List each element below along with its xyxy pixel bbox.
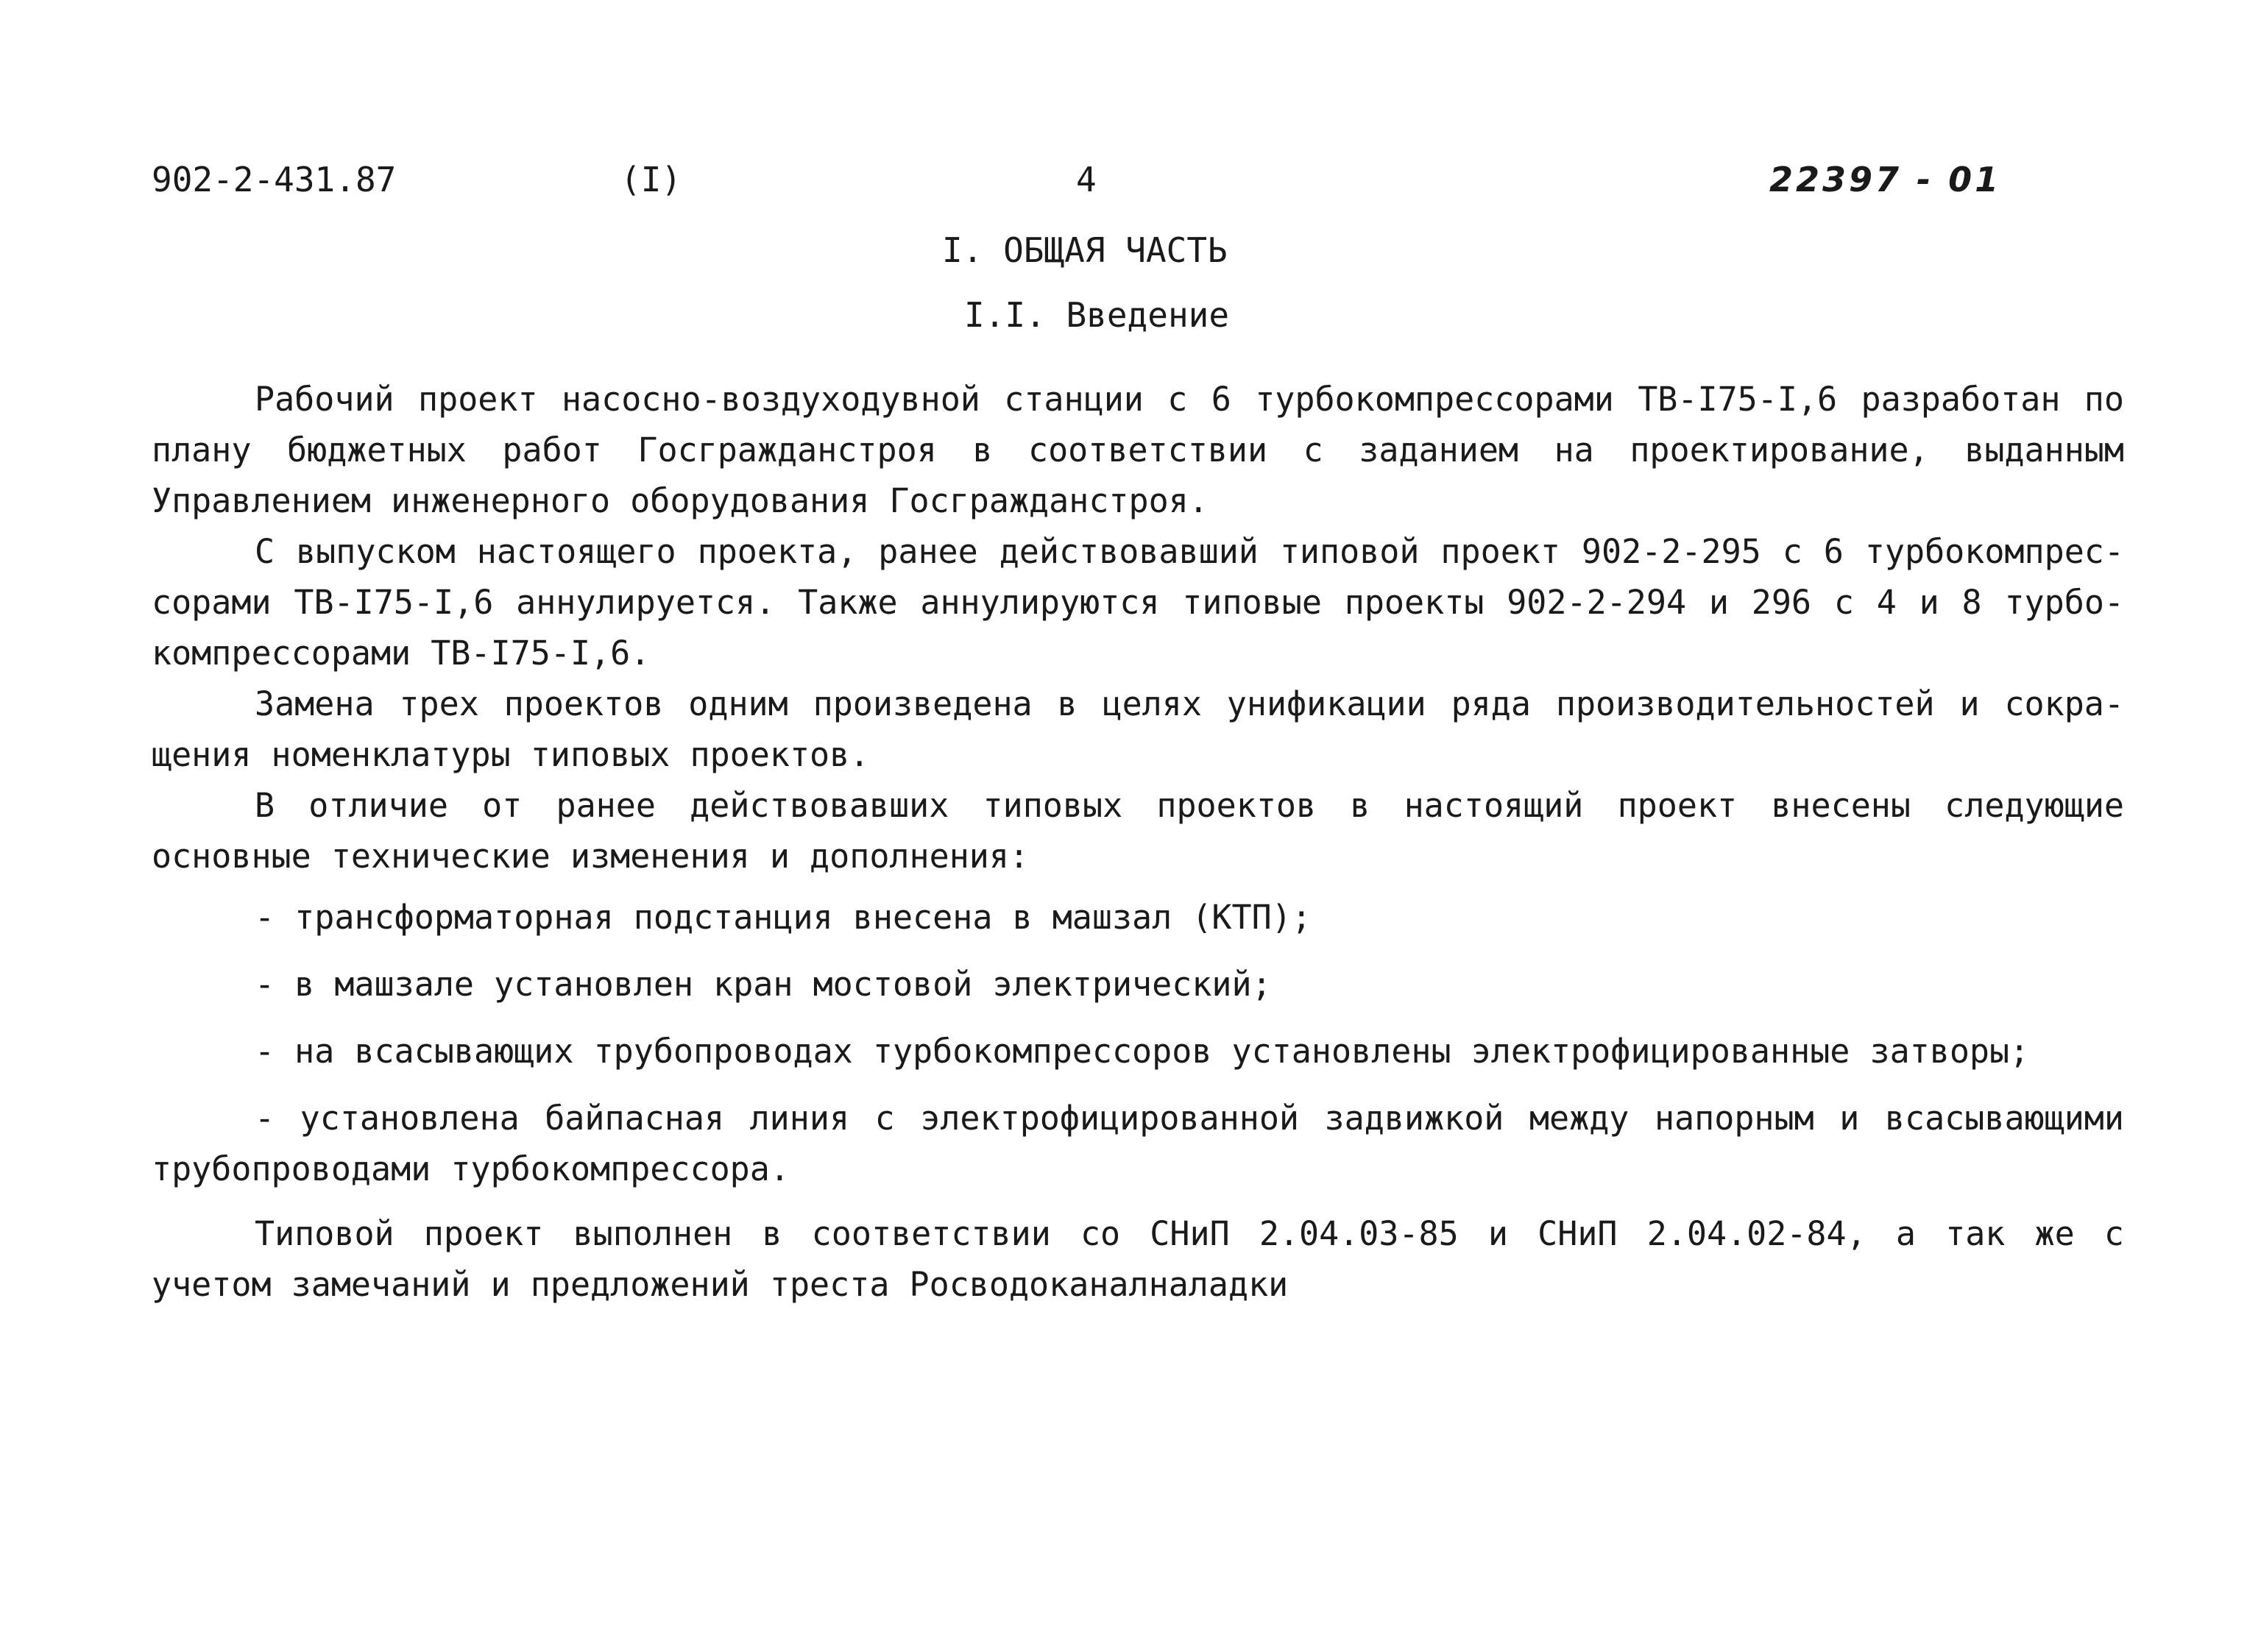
page-number: 4 — [1076, 160, 1097, 199]
paragraph-unification: Замена трех проектов одним произведена в целях унификации ряда производительностей и сокра-щения номенклатуры типовых проектов. — [152, 684, 2124, 774]
subsection-title: I.I. Введение — [964, 295, 1230, 335]
list-item: - в машзале установлен кран мостовой электрический; — [255, 965, 1272, 1004]
list-item: - установлена байпасная линия с электрофицированной задвижкой между напорным и всасывающими трубопроводами турбокомпрессора. — [152, 1099, 2124, 1188]
part-number: (I) — [620, 160, 682, 199]
document-number: 902-2-431.87 — [152, 160, 397, 199]
paragraph-intro: Рабочий проект насосно-воздуходувной станции с 6 турбокомпрессорами ТВ-I75-I,6 разработан по плану бюджетных работ Госгражданстроя в соответствии с заданием на проектирование, выданным Управлением инженерного оборудования Госгражданстроя. — [152, 380, 2124, 520]
paragraph-closing: Типовой проект выполнен в соответствии со СНиП 2.04.03-85 и СНиП 2.04.02-84, а так же с учетом замечаний и предложений треста Росводоканалналадки — [152, 1214, 2124, 1304]
paragraph-changes-intro: В отличие от ранее действовавших типовых проектов в настоящий проект внесены следующие основные технические изменения и дополнения: — [152, 786, 2124, 876]
section-title: I. ОБЩАЯ ЧАСТЬ — [942, 230, 1228, 270]
archive-code: 22397 - 01 — [1769, 160, 2002, 199]
paragraph-annulment: С выпуском настоящего проекта, ранее действовавший типовой проект 902-2-295 с 6 турбокомпрес-сорами ТВ-I75-I,6 аннулируется. Также аннулируются типовые проекты 902-2-294 и 296 с 4 и 8 турбо-компрессорами ТВ-I75-I,6. — [152, 532, 2124, 673]
list-item: - на всасывающих трубопроводах турбокомпрессоров установлены электрофицированные затворы; — [255, 1032, 2030, 1071]
list-item: - трансформаторная подстанция внесена в машзал (КТП); — [255, 898, 1312, 937]
